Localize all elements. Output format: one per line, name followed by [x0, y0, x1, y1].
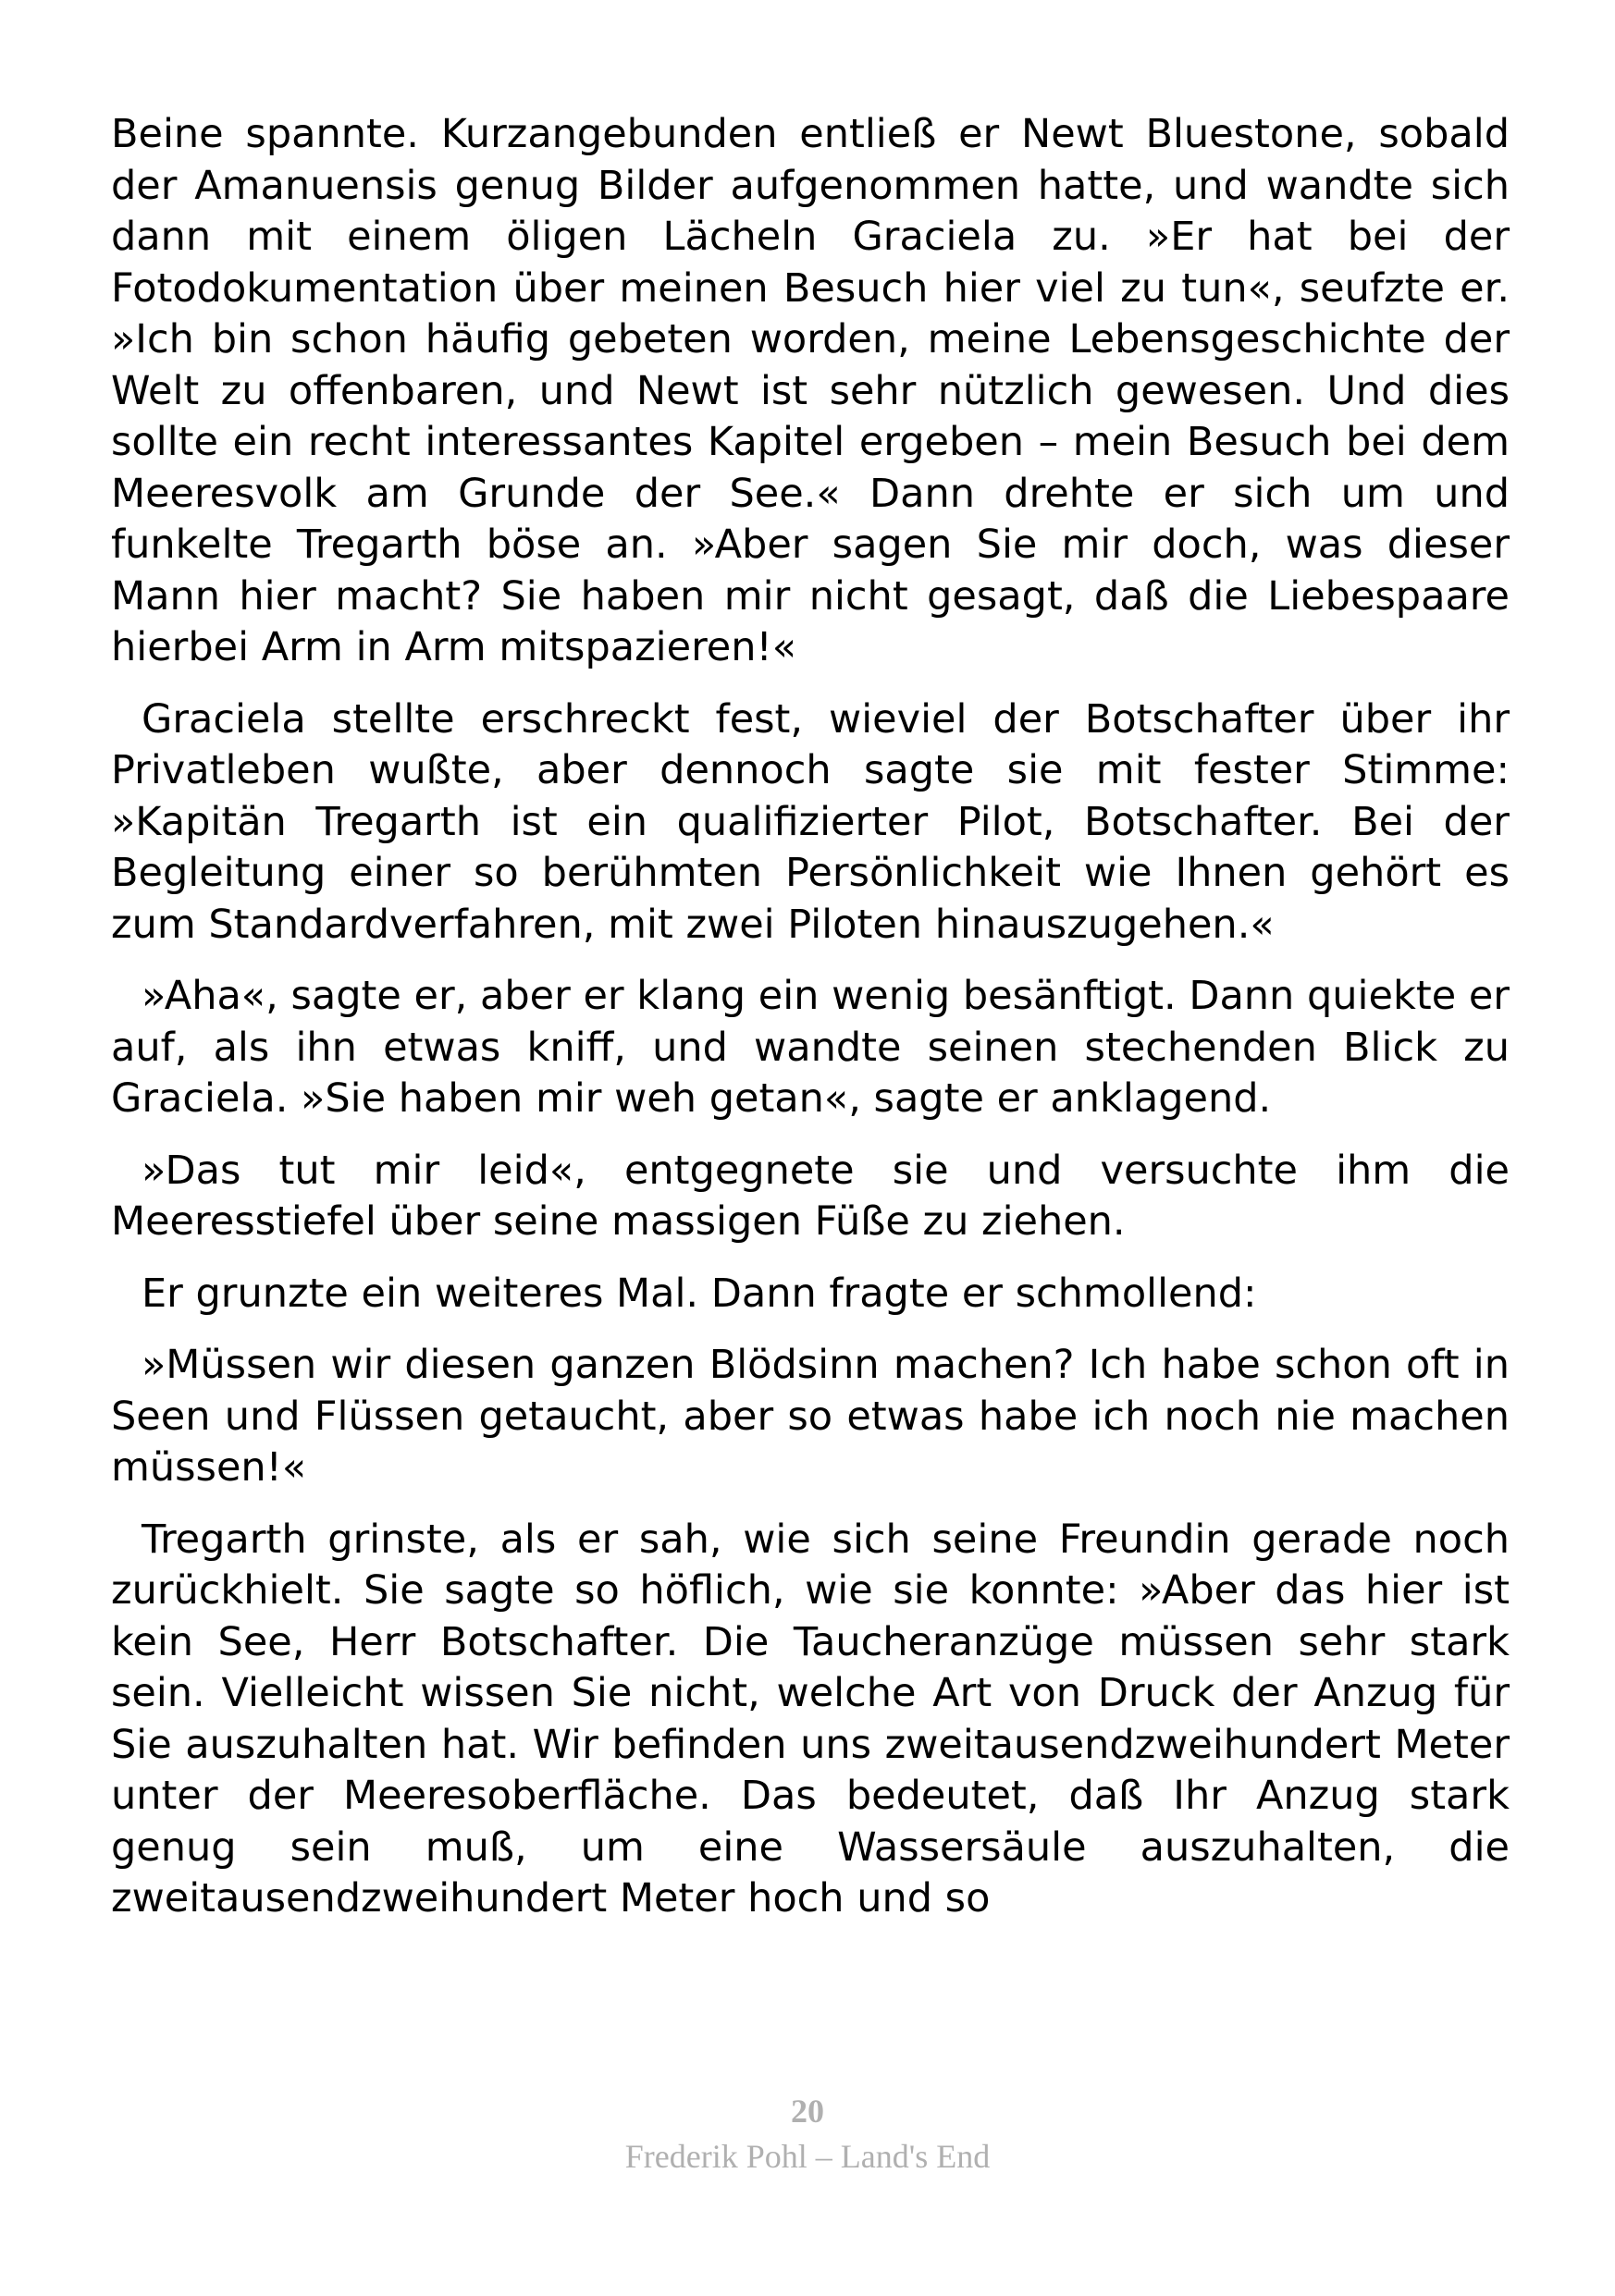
body-text [111, 109, 1510, 1946]
paragraph-5: Er grunzte ein weiteres Mal. Dann fragte er schmollend: [142, 1270, 1257, 1317]
paragraph-7: Tregarth grinste, als er sah, wie sich seine Freundin gerade noch zurückhielt. Sie sagte so höflich, wie sie konnte: »Aber das hier ist kein See, Herr Botschafter. Die Taucheranzüge müssen sehr stark sein. Vielleicht wissen Sie nicht, welche Art von Druck der Anzug für Sie auszuhalten hat. Wir befinden uns zweitausendzweihundert Meter unter der Meeresoberfläche. Das bedeutet, daß Ihr Anzug stark genug sein muß, um eine Wassersäule auszuhalten, die zweitausendzweihundert Meter hoch und so [111, 1516, 1510, 1922]
paragraph-1: Beine spannte. Kurzangebunden entließ er Newt Bluestone, sobald der Amanuensis genug Bilder aufgenommen hatte, und wandte sich dann mit einem öligen Lächeln Graciela zu. »Er hat bei der Fotodokumentation über meinen Besuch hier viel zu tun«, seufzte er. »Ich bin schon häufig gebeten worden, meine Lebensgeschichte der Welt zu offenbaren, und Newt ist sehr nützlich gewesen. Und dies sollte ein recht interessantes Kapitel ergeben – mein Besuch bei dem Meeresvolk am Grunde der See.« Dann drehte er sich um und funkelte Tregarth böse an. »Aber sagen Sie mir doch, was dieser Mann hier macht? Sie haben mir nicht gesagt, daß die Liebespaare hierbei Arm in Arm mitspazieren!« [111, 111, 1510, 670]
paragraph-3: »Aha«, sagte er, aber er klang ein wenig besänftigt. Dann quiekte er auf, als ihn etwas kniff, und wandte seinen stechenden Blick zu Graciela. »Sie haben mir weh getan«, sagte er anklagend. [111, 973, 1510, 1122]
paragraph-4: »Das tut mir leid«, entgegnete sie und versuchte ihm die Meeresstiefel über seine massigen Füße zu ziehen. [111, 1147, 1510, 1245]
paragraph-6: »Müssen wir diesen ganzen Blödsinn machen? Ich habe schon oft in Seen und Flüssen getaucht, aber so etwas habe ich noch nie machen müssen!« [111, 1342, 1510, 1491]
running-footer: Frederik Pohl – Land's End [624, 2138, 991, 2175]
page-number: 20 [791, 2093, 824, 2130]
paragraph-2: Graciela stellte erschreckt fest, wieviel der Botschafter über ihr Privatleben wußte, aber dennoch sagte sie mit fester Stimme: »Kapitän Tregarth ist ein qualifizierter Pilot, Botschafter. Bei der Begleitung einer so berühmten Persönlichkeit wie Ihnen gehört es zum Standardverfahren, mit zwei Piloten hinauszugehen.« [111, 695, 1510, 948]
